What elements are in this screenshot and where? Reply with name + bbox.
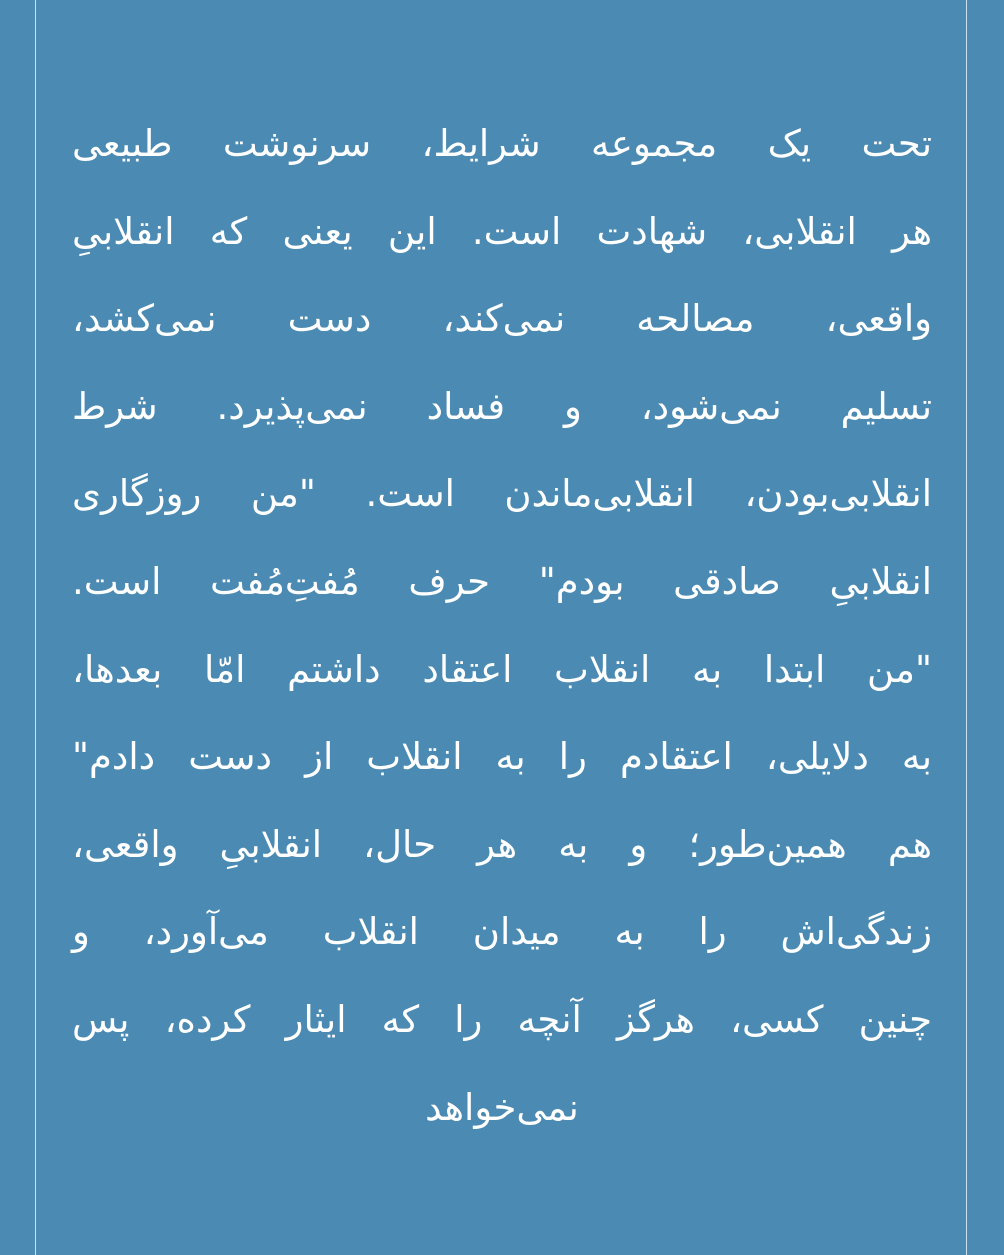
text-line-last: نمی‌خواهد xyxy=(425,1085,579,1129)
text-line: هم همین‌طور؛ و به هر حال، انقلابیِ واقعی، xyxy=(72,822,932,866)
quote-text xyxy=(72,100,932,1151)
text-line: انقلابی‌بودن، انقلابی‌ماندن است. "من روزگاری xyxy=(72,472,932,516)
text-line: به دلایلی، اعتقادم را به انقلاب از دست دادم" xyxy=(72,735,932,779)
text-line: واقعی، مصالحه نمی‌کند، دست نمی‌کشد، xyxy=(72,297,932,341)
text-line: انقلابیِ صادقی بودم" حرف مُفتِ‌مُفت است. xyxy=(72,559,932,603)
text-line: تسلیم نمی‌شود، و فساد نمی‌پذیرد. شرط xyxy=(72,384,932,428)
text-line: چنین کسی، هرگز آنچه را که ایثار کرده، پس xyxy=(72,997,932,1041)
text-line: هر انقلابی، شهادت است. این یعنی که انقلابیِ xyxy=(72,209,932,253)
text-line: "من ابتدا به انقلاب اعتقاد داشتم امّا بعدها، xyxy=(72,647,932,691)
text-line: تحت یک مجموعه شرایط، سرنوشت طبیعی xyxy=(72,122,932,165)
text-line: زندگی‌اش را به میدان انقلاب می‌آورد، و xyxy=(72,910,932,954)
